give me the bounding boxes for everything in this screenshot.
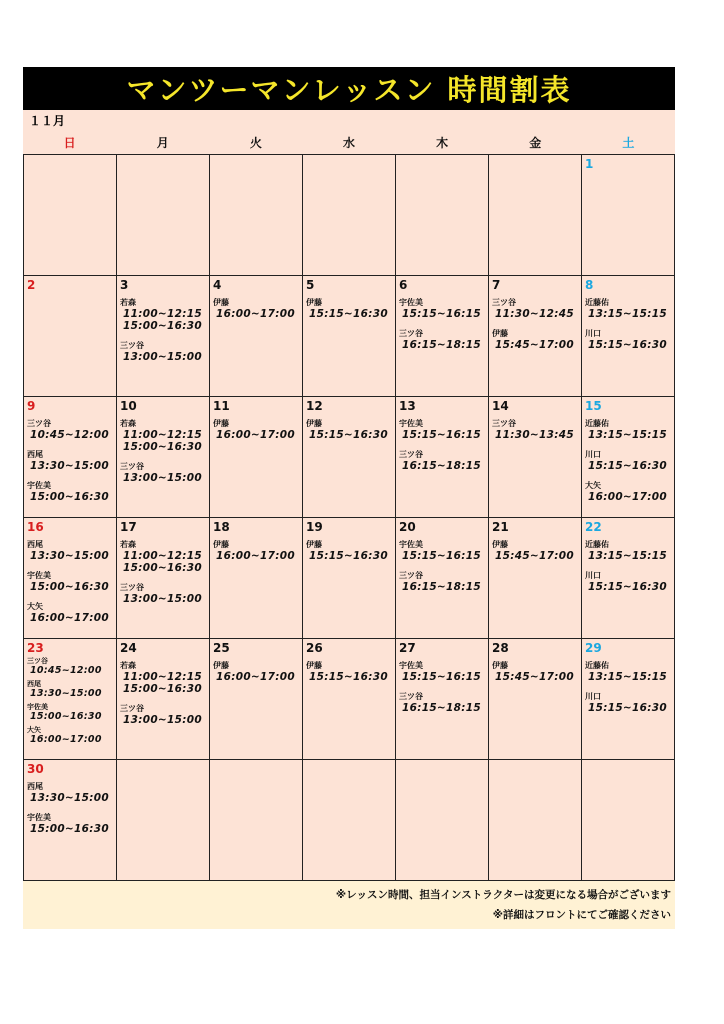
lesson-entry xyxy=(27,450,113,472)
instructor-name: 近藤佑 xyxy=(585,298,609,307)
day-number: 4 xyxy=(213,278,222,292)
empty-day-cell xyxy=(489,155,582,276)
day-cell xyxy=(489,518,582,639)
lesson-time: 15:00~16:30 xyxy=(30,581,109,593)
day-cell xyxy=(396,276,489,397)
day-number: 23 xyxy=(27,641,44,655)
lesson-list xyxy=(399,419,485,472)
empty-day-cell xyxy=(489,760,582,881)
lesson-entry xyxy=(27,657,113,676)
lesson-entry xyxy=(306,298,392,320)
lesson-entry xyxy=(306,661,392,683)
instructor-name: 伊藤 xyxy=(213,540,229,549)
day-cell xyxy=(489,276,582,397)
empty-day-cell xyxy=(117,155,210,276)
lesson-list xyxy=(120,298,206,363)
lesson-entry xyxy=(213,419,299,441)
lesson-list xyxy=(120,661,206,726)
lesson-time: 15:15~16:30 xyxy=(588,460,667,472)
day-number: 19 xyxy=(306,520,323,534)
timetable-title: マンツーマンレッスン 時間割表 xyxy=(23,67,675,110)
lesson-time: 13:15~15:15 xyxy=(588,308,667,320)
weekday-label: 金 xyxy=(529,136,542,150)
instructor-name: 伊藤 xyxy=(306,661,322,670)
empty-day-cell xyxy=(24,155,117,276)
footer-note-change: ※レッスン時間、担当インストラクターは変更になる場合がございます xyxy=(335,889,671,901)
day-number: 13 xyxy=(399,399,416,413)
lesson-time: 13:30~15:00 xyxy=(30,460,109,472)
instructor-name: 三ツ谷 xyxy=(492,419,516,428)
lesson-list xyxy=(585,419,671,503)
lesson-entry xyxy=(492,540,578,562)
lesson-entry xyxy=(27,540,113,562)
lesson-entry xyxy=(399,692,485,714)
footer-note-details: ※詳細はフロントにてご確認ください xyxy=(492,909,671,921)
instructor-name: 宇佐美 xyxy=(399,419,423,428)
day-cell xyxy=(24,518,117,639)
lesson-entry xyxy=(27,813,113,835)
lesson-list xyxy=(306,419,392,441)
instructor-name: 宇佐美 xyxy=(27,571,51,580)
day-cell xyxy=(582,276,675,397)
timetable-sheet xyxy=(23,67,675,929)
lesson-list xyxy=(492,540,578,562)
day-cell xyxy=(582,518,675,639)
lesson-entry xyxy=(585,540,671,562)
lesson-list xyxy=(213,419,299,441)
instructor-name: 三ツ谷 xyxy=(492,298,516,307)
lesson-time: 13:00~15:00 xyxy=(123,593,202,605)
lesson-entry xyxy=(120,298,206,332)
instructor-name: 大矢 xyxy=(585,481,601,490)
instructor-name: 西尾 xyxy=(27,450,43,459)
lesson-entry xyxy=(120,704,206,726)
day-number: 25 xyxy=(213,641,230,655)
instructor-name: 若森 xyxy=(120,419,136,428)
lesson-entry xyxy=(120,341,206,363)
instructor-name: 大矢 xyxy=(27,602,43,611)
instructor-name: 三ツ谷 xyxy=(399,571,423,580)
day-cell xyxy=(117,518,210,639)
lesson-time: 13:00~15:00 xyxy=(123,351,202,363)
lesson-entry xyxy=(585,298,671,320)
lesson-list xyxy=(585,661,671,714)
day-number: 7 xyxy=(492,278,501,292)
lesson-time: 13:15~15:15 xyxy=(588,671,667,683)
day-number: 5 xyxy=(306,278,315,292)
instructor-name: 近藤佑 xyxy=(585,661,609,670)
empty-day-cell xyxy=(210,155,303,276)
lesson-time: 16:00~17:00 xyxy=(30,734,102,745)
empty-day-cell xyxy=(396,155,489,276)
lesson-list xyxy=(306,298,392,320)
lesson-entry xyxy=(399,571,485,593)
day-number: 3 xyxy=(120,278,129,292)
lesson-time: 15:00~16:30 xyxy=(123,562,202,574)
lesson-list xyxy=(120,540,206,605)
instructor-name: 伊藤 xyxy=(213,419,229,428)
day-number: 28 xyxy=(492,641,509,655)
instructor-name: 宇佐美 xyxy=(27,481,51,490)
day-cell xyxy=(303,518,396,639)
lesson-entry xyxy=(213,540,299,562)
instructor-name: 若森 xyxy=(120,661,136,670)
lesson-time: 11:00~12:15 xyxy=(123,429,202,441)
day-cell xyxy=(489,397,582,518)
lesson-time: 16:00~17:00 xyxy=(30,612,109,624)
lesson-entry xyxy=(27,782,113,804)
empty-day-cell xyxy=(303,155,396,276)
instructor-name: 川口 xyxy=(585,329,601,338)
day-number: 12 xyxy=(306,399,323,413)
lesson-time: 15:00~16:30 xyxy=(30,491,109,503)
lesson-entry xyxy=(120,419,206,453)
lesson-entry xyxy=(27,571,113,593)
lesson-time: 16:00~17:00 xyxy=(216,429,295,441)
day-number: 1 xyxy=(585,157,594,171)
weekday-label: 土 xyxy=(622,136,635,150)
instructor-name: 伊藤 xyxy=(213,298,229,307)
day-cell xyxy=(582,397,675,518)
weekday-label: 月 xyxy=(156,136,169,150)
lesson-time: 13:15~15:15 xyxy=(588,429,667,441)
lesson-list xyxy=(213,540,299,562)
day-cell xyxy=(303,276,396,397)
day-cell xyxy=(210,397,303,518)
day-number: 27 xyxy=(399,641,416,655)
lesson-entry xyxy=(120,540,206,574)
instructor-name: 若森 xyxy=(120,540,136,549)
lesson-time: 11:00~12:15 xyxy=(123,550,202,562)
lesson-entry xyxy=(585,661,671,683)
day-cell xyxy=(24,639,117,760)
day-cell xyxy=(303,639,396,760)
day-number: 20 xyxy=(399,520,416,534)
day-number: 9 xyxy=(27,399,36,413)
day-cell xyxy=(489,639,582,760)
lesson-entry xyxy=(585,571,671,593)
lesson-time: 15:00~16:30 xyxy=(123,320,202,332)
lesson-time: 10:45~12:00 xyxy=(30,665,102,676)
lesson-time: 15:15~16:30 xyxy=(309,308,388,320)
day-cell xyxy=(210,518,303,639)
lesson-time: 10:45~12:00 xyxy=(30,429,109,441)
instructor-name: 西尾 xyxy=(27,540,43,549)
instructor-name: 西尾 xyxy=(27,782,43,791)
day-number: 21 xyxy=(492,520,509,534)
day-cell xyxy=(117,397,210,518)
lesson-time: 13:30~15:00 xyxy=(30,688,102,699)
lesson-time: 16:15~18:15 xyxy=(402,702,481,714)
instructor-name: 西尾 xyxy=(27,680,41,688)
lesson-time: 13:30~15:00 xyxy=(30,550,109,562)
lesson-entry xyxy=(492,298,578,320)
calendar-grid xyxy=(23,154,675,881)
instructor-name: 川口 xyxy=(585,692,601,701)
day-cell xyxy=(396,397,489,518)
lesson-list xyxy=(585,540,671,593)
instructor-name: 宇佐美 xyxy=(399,661,423,670)
day-number: 18 xyxy=(213,520,230,534)
lesson-time: 11:00~12:15 xyxy=(123,308,202,320)
day-number: 17 xyxy=(120,520,137,534)
lesson-time: 15:15~16:30 xyxy=(588,339,667,351)
lesson-time: 13:15~15:15 xyxy=(588,550,667,562)
day-cell xyxy=(24,760,117,881)
lesson-time: 15:45~17:00 xyxy=(495,550,574,562)
lesson-entry xyxy=(585,419,671,441)
day-cell xyxy=(396,639,489,760)
lesson-entry xyxy=(492,419,578,441)
lesson-time: 16:00~17:00 xyxy=(216,671,295,683)
lesson-time: 16:00~17:00 xyxy=(588,491,667,503)
lesson-entry xyxy=(399,450,485,472)
lesson-entry xyxy=(585,481,671,503)
instructor-name: 川口 xyxy=(585,571,601,580)
lesson-entry xyxy=(399,661,485,683)
instructor-name: 伊藤 xyxy=(492,661,508,670)
day-cell xyxy=(582,155,675,276)
lesson-time: 15:00~16:30 xyxy=(30,711,102,722)
lesson-list xyxy=(399,540,485,593)
lesson-time: 16:15~18:15 xyxy=(402,339,481,351)
day-cell xyxy=(396,518,489,639)
lesson-time: 13:30~15:00 xyxy=(30,792,109,804)
lesson-list xyxy=(213,298,299,320)
empty-day-cell xyxy=(396,760,489,881)
lesson-list xyxy=(399,661,485,714)
weekday-header-row xyxy=(23,132,675,154)
lesson-list xyxy=(27,657,113,745)
lesson-entry xyxy=(213,298,299,320)
lesson-entry xyxy=(27,703,113,722)
lesson-time: 15:15~16:30 xyxy=(309,550,388,562)
lesson-time: 15:00~16:30 xyxy=(123,441,202,453)
lesson-time: 16:00~17:00 xyxy=(216,308,295,320)
instructor-name: 三ツ谷 xyxy=(399,329,423,338)
lesson-list xyxy=(306,540,392,562)
lesson-time: 16:00~17:00 xyxy=(216,550,295,562)
instructor-name: 若森 xyxy=(120,298,136,307)
day-cell xyxy=(24,397,117,518)
day-cell xyxy=(117,276,210,397)
day-number: 6 xyxy=(399,278,408,292)
lesson-list xyxy=(27,540,113,624)
lesson-time: 11:00~12:15 xyxy=(123,671,202,683)
weekday-label: 日 xyxy=(63,136,76,150)
lesson-time: 15:00~16:30 xyxy=(123,683,202,695)
instructor-name: 宇佐美 xyxy=(27,813,51,822)
lesson-list xyxy=(492,419,578,441)
lesson-time: 15:15~16:30 xyxy=(309,429,388,441)
lesson-list xyxy=(399,298,485,351)
lesson-time: 16:15~18:15 xyxy=(402,460,481,472)
lesson-entry xyxy=(492,661,578,683)
day-cell xyxy=(303,397,396,518)
day-cell xyxy=(210,276,303,397)
lesson-list xyxy=(120,419,206,484)
day-number: 10 xyxy=(120,399,137,413)
empty-day-cell xyxy=(582,760,675,881)
lesson-time: 15:15~16:15 xyxy=(402,429,481,441)
instructor-name: 伊藤 xyxy=(306,540,322,549)
instructor-name: 伊藤 xyxy=(213,661,229,670)
lesson-entry xyxy=(306,540,392,562)
empty-day-cell xyxy=(117,760,210,881)
lesson-time: 15:45~17:00 xyxy=(495,339,574,351)
instructor-name: 三ツ谷 xyxy=(120,704,144,713)
lesson-list xyxy=(492,298,578,351)
instructor-name: 伊藤 xyxy=(306,419,322,428)
instructor-name: 宇佐美 xyxy=(27,703,48,711)
lesson-list xyxy=(27,782,113,835)
instructor-name: 伊藤 xyxy=(492,540,508,549)
lesson-entry xyxy=(27,680,113,699)
instructor-name: 近藤佑 xyxy=(585,419,609,428)
lesson-time: 15:45~17:00 xyxy=(495,671,574,683)
day-number: 26 xyxy=(306,641,323,655)
lesson-entry xyxy=(27,481,113,503)
empty-day-cell xyxy=(210,760,303,881)
lesson-entry xyxy=(120,583,206,605)
lesson-list xyxy=(306,661,392,683)
day-number: 11 xyxy=(213,399,230,413)
empty-day-cell xyxy=(303,760,396,881)
instructor-name: 三ツ谷 xyxy=(399,692,423,701)
lesson-time: 15:15~16:15 xyxy=(402,550,481,562)
instructor-name: 伊藤 xyxy=(492,329,508,338)
lesson-time: 11:30~12:45 xyxy=(495,308,574,320)
lesson-time: 15:15~16:15 xyxy=(402,671,481,683)
lesson-time: 16:15~18:15 xyxy=(402,581,481,593)
footer-notes xyxy=(23,881,675,929)
day-cell xyxy=(117,639,210,760)
lesson-entry xyxy=(585,692,671,714)
day-number: 24 xyxy=(120,641,137,655)
instructor-name: 大矢 xyxy=(27,726,41,734)
instructor-name: 三ツ谷 xyxy=(120,341,144,350)
lesson-time: 15:15~16:30 xyxy=(588,581,667,593)
lesson-entry xyxy=(27,419,113,441)
day-cell xyxy=(210,639,303,760)
lesson-entry xyxy=(492,329,578,351)
lesson-entry xyxy=(399,419,485,441)
lesson-entry xyxy=(27,602,113,624)
weekday-label: 水 xyxy=(342,136,355,150)
month-label: １１月 xyxy=(23,110,675,132)
lesson-list xyxy=(213,661,299,683)
instructor-name: 三ツ谷 xyxy=(120,462,144,471)
lesson-entry xyxy=(120,462,206,484)
lesson-list xyxy=(27,419,113,503)
day-number: 22 xyxy=(585,520,602,534)
instructor-name: 三ツ谷 xyxy=(399,450,423,459)
lesson-entry xyxy=(120,661,206,695)
day-number: 16 xyxy=(27,520,44,534)
instructor-name: 川口 xyxy=(585,450,601,459)
lesson-list xyxy=(492,661,578,683)
lesson-entry xyxy=(399,329,485,351)
instructor-name: 三ツ谷 xyxy=(27,657,48,665)
lesson-time: 15:00~16:30 xyxy=(30,823,109,835)
instructor-name: 宇佐美 xyxy=(399,298,423,307)
instructor-name: 宇佐美 xyxy=(399,540,423,549)
day-number: 14 xyxy=(492,399,509,413)
lesson-list xyxy=(585,298,671,351)
lesson-entry xyxy=(27,726,113,745)
day-number: 29 xyxy=(585,641,602,655)
lesson-entry xyxy=(306,419,392,441)
instructor-name: 伊藤 xyxy=(306,298,322,307)
lesson-time: 13:00~15:00 xyxy=(123,714,202,726)
weekday-label: 木 xyxy=(436,136,449,150)
day-number: 15 xyxy=(585,399,602,413)
lesson-entry xyxy=(399,540,485,562)
lesson-time: 15:15~16:30 xyxy=(588,702,667,714)
lesson-entry xyxy=(399,298,485,320)
weekday-label: 火 xyxy=(249,136,262,150)
instructor-name: 三ツ谷 xyxy=(120,583,144,592)
lesson-time: 15:15~16:15 xyxy=(402,308,481,320)
instructor-name: 近藤佑 xyxy=(585,540,609,549)
day-cell xyxy=(24,276,117,397)
lesson-time: 13:00~15:00 xyxy=(123,472,202,484)
lesson-entry xyxy=(213,661,299,683)
lesson-time: 11:30~13:45 xyxy=(495,429,574,441)
lesson-time: 15:15~16:30 xyxy=(309,671,388,683)
lesson-entry xyxy=(585,450,671,472)
day-number: 30 xyxy=(27,762,44,776)
day-number: 2 xyxy=(27,278,36,292)
day-number: 8 xyxy=(585,278,594,292)
day-cell xyxy=(582,639,675,760)
instructor-name: 三ツ谷 xyxy=(27,419,51,428)
lesson-entry xyxy=(585,329,671,351)
